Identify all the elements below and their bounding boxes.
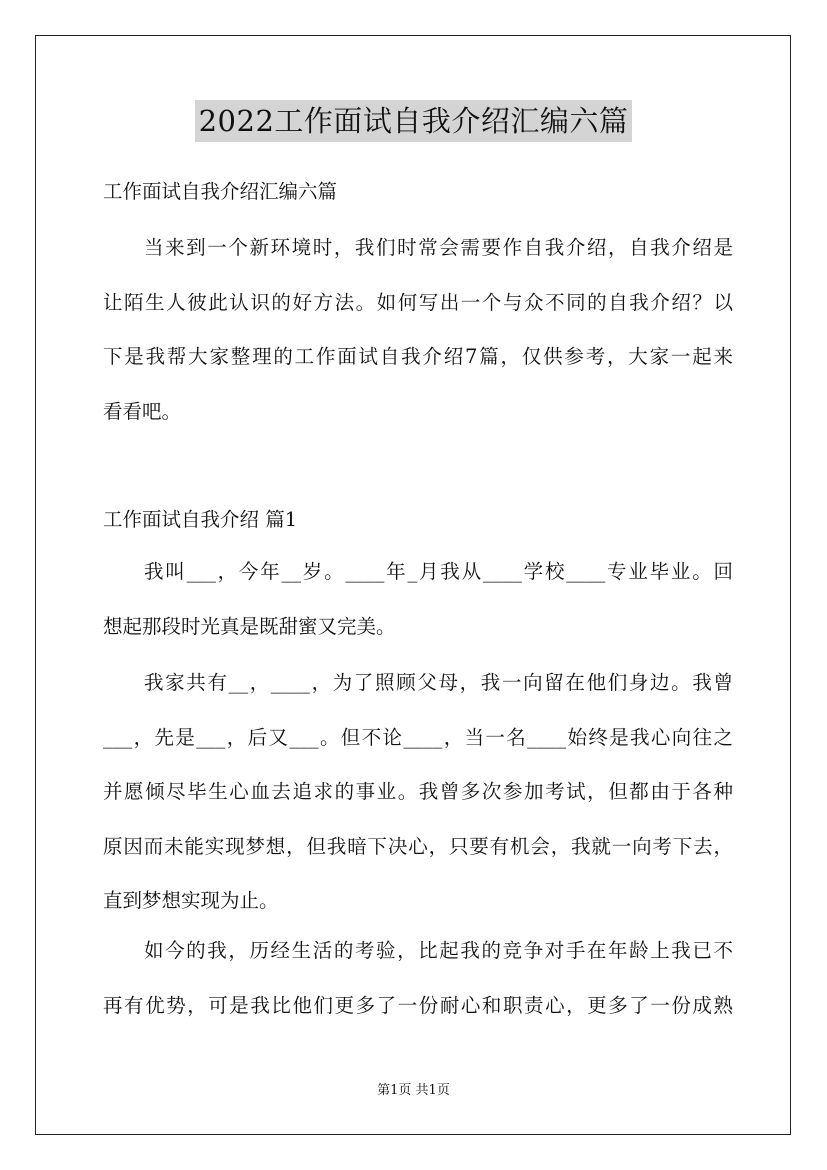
document-subtitle: 工作面试自我介绍汇编六篇 [103,180,338,203]
document-title: 2022工作面试自我介绍汇编六篇 [195,100,633,142]
paragraph-line: ___，先是___，后又___。但不论____，当一名____始终是我心向往之 [103,725,733,749]
paragraph-line: 让陌生人彼此认识的好方法。如何写出一个与众不同的自我介绍？以 [103,290,733,314]
paragraph-line: 原因而未能实现梦想，但我暗下决心，只要有机会，我就一向考下去， [103,834,733,858]
section-heading: 工作面试自我介绍 篇1 [103,508,298,531]
paragraph-line: 直到梦想实现为止。 [103,889,279,912]
paragraph-line: 想起那段时光真是既甜蜜又完美。 [103,614,396,638]
paragraph-line: 看看吧。 [103,399,182,423]
paragraph-2 [103,656,733,929]
paragraph-line: 下是我帮大家整理的工作面试自我介绍7篇，仅供参考，大家一起来 [103,345,733,368]
paragraph-line: 如今的我，历经生活的考验，比起我的竞争对手在年龄上我已不 [144,939,733,962]
paragraph-1 [103,545,733,654]
intro-paragraph [103,221,733,439]
page-number: 第1页 共1页 [377,1083,450,1098]
paragraph-line: 并愿倾尽毕生心血去追求的事业。我曾多次参加考试，但都由于各种 [103,780,733,803]
title-container [0,100,827,142]
paragraph-3 [103,924,733,1033]
paragraph-line: 我家共有__，____，为了照顾父母，我一向留在他们身边。我曾 [144,671,733,694]
paragraph-line: 我叫___，今年__岁。____年_月我从____学校____专业毕业。回 [144,560,733,583]
paragraph-line: 再有优势，可是我比他们更多了一份耐心和职责心，更多了一份成熟 [103,993,733,1017]
paragraph-line: 当来到一个新环境时，我们时常会需要作自我介绍，自我介绍是 [144,236,733,259]
